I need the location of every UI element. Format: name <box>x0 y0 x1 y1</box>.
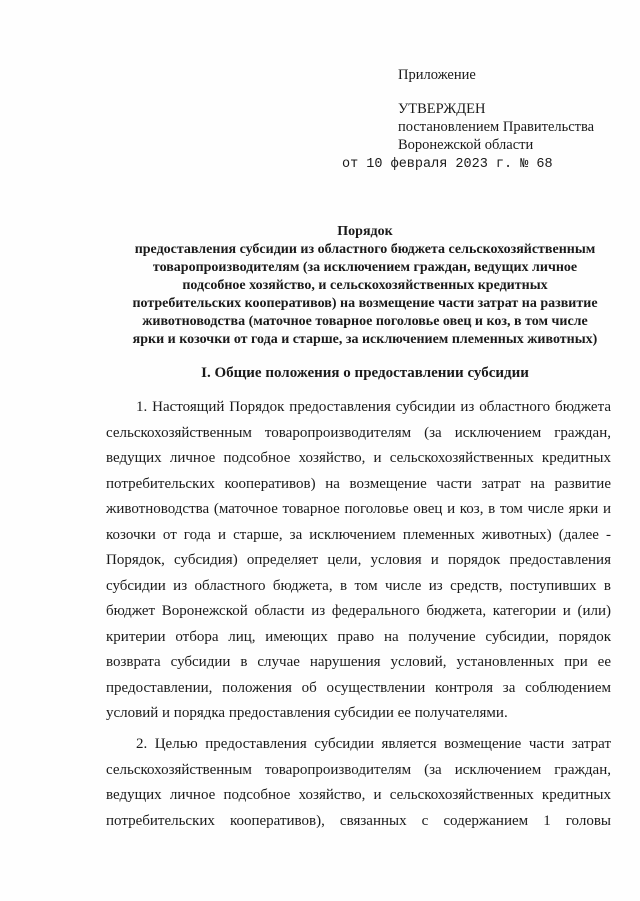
title-line: ярки и козочки от года и старше, за исключением племенных животных) <box>132 332 598 347</box>
paragraph-1-line: возврата субсидии в случае нарушения условий, установленных при ее <box>106 654 611 670</box>
paragraph-1-line: животноводства (маточное товарное поголовье овец и коз, в том числе ярки и <box>106 501 611 517</box>
paragraph-1-line: бюджет Воронежской области из федерального бюджета, категории и (или) <box>106 603 611 619</box>
paragraph-1-line: субсидии из областного бюджета, в том числе из средств, поступивших в <box>106 578 611 594</box>
paragraph-1-line: предоставлении, положения об осуществлении контроля за соблюдением <box>106 680 611 696</box>
paragraph-1-line: ведущих личное подсобное хозяйство, и сельскохозяйственных кредитных <box>106 450 611 466</box>
paragraph-1-line: 1. Настоящий Порядок предоставления субсидии из областного бюджета <box>136 399 611 415</box>
title-main: Порядок <box>337 224 393 239</box>
document-title <box>100 223 630 349</box>
paragraph-1-line: Порядок, субсидия) определяет цели, условия и порядок предоставления <box>106 552 611 568</box>
title-line: товаропроизводителям (за исключением граждан, ведущих личное <box>152 260 578 275</box>
appendix-label: Приложение <box>398 67 476 83</box>
section-heading: I. Общие положения о предоставлении субсидии <box>201 365 529 381</box>
approved-label: УТВЕРЖДЕН <box>398 101 486 117</box>
decree-line-2: Воронежской области <box>398 137 534 153</box>
paragraph-1-line: критерии отбора лиц, имеющих право на получение субсидии, порядок <box>106 629 611 645</box>
paragraph-1-line: козочки от года и старше, за исключением племенных животных) (далее - <box>106 527 611 543</box>
title-line: потребительских кооперативов) на возмещение части затрат на развитие <box>132 296 598 311</box>
decree-line-1: постановлением Правительства <box>398 119 595 135</box>
paragraph-1-line: потребительских кооперативов) на возмещение части затрат на развитие <box>106 476 611 492</box>
paragraph-1-line: сельскохозяйственным товаропроизводителям (за исключением граждан, <box>106 425 611 441</box>
paragraph-1-line: условий и порядка предоставления субсидии ее получателями. <box>106 705 508 721</box>
paragraph-2-line: потребительских кооперативов), связанных с содержанием 1 головы <box>106 813 611 829</box>
paragraph-2-line: 2. Целью предоставления субсидии является возмещение части затрат <box>136 736 611 752</box>
title-line: подсобное хозяйство, и сельскохозяйственных кредитных <box>182 278 548 293</box>
decree-date-line: от 10 февраля 2023 г. № 68 <box>342 157 553 172</box>
paragraph-2-line: ведущих личное подсобное хозяйство, и сельскохозяйственных кредитных <box>106 787 611 803</box>
title-line: животноводства (маточное товарное поголовье овец и коз, в том числе <box>142 314 588 329</box>
paragraph-2-line: сельскохозяйственным товаропроизводителям (за исключением граждан, <box>106 762 611 778</box>
title-line: предоставления субсидии из областного бюджета сельскохозяйственным <box>134 242 596 257</box>
